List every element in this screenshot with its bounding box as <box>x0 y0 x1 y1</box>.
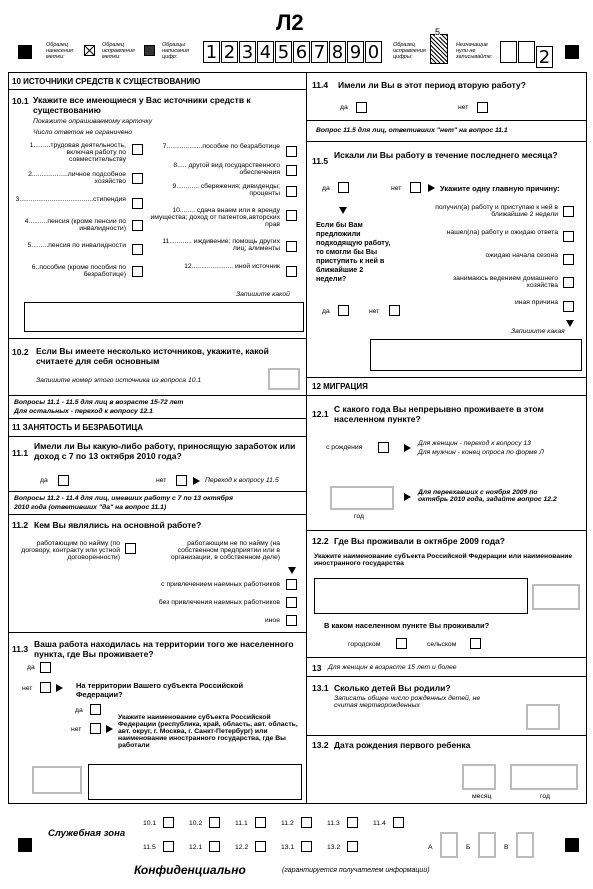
arrow-right-icon <box>193 477 200 485</box>
q11-2-option-employee: работающим по найму (по договору, контракту или устной договоренности) <box>21 540 120 561</box>
arrow-down-icon <box>566 320 574 327</box>
q13-2-year-label: год <box>540 793 550 800</box>
q11-2-option-other: иное <box>264 617 280 624</box>
income-source-label: 9............ сбережения; дивиденды; проценты <box>172 183 280 197</box>
service-code-checkbox[interactable] <box>209 841 220 852</box>
registration-mark-bottom-left <box>18 838 32 852</box>
q11-3-sub-no-label: нет <box>71 726 82 733</box>
registration-mark-top-right <box>565 45 579 59</box>
registration-mark-top-left <box>18 45 32 59</box>
q10-2-answer-cells[interactable] <box>268 368 300 390</box>
digit-cell: 3 <box>239 41 256 63</box>
q12-1-year-label: год <box>354 513 364 520</box>
income-source-checkbox[interactable] <box>132 266 143 277</box>
service-code-label: 13.2 <box>327 844 341 851</box>
q11-3-sub-yes-label: да <box>75 707 83 714</box>
digit-cell-empty <box>500 41 517 63</box>
q11-4-yes-label: да <box>340 104 348 111</box>
other-source-field[interactable] <box>24 302 304 332</box>
q10-2-number: 10.2 <box>12 347 29 357</box>
q13-1-number: 13.1 <box>312 683 329 693</box>
income-source-checkbox[interactable] <box>132 144 143 155</box>
q11-5-number: 11.5 <box>312 156 329 166</box>
q12-1-year-cells[interactable] <box>330 486 394 510</box>
zero-label: Незначащие нули не записывайте: <box>456 42 493 60</box>
q11-2-without-hired-checkbox[interactable] <box>286 597 297 608</box>
service-code-checkbox[interactable] <box>301 817 312 828</box>
sample-digits-label: Образцы написания цифр: <box>162 42 189 60</box>
q13-1-text: Сколько детей Вы родили? <box>334 683 451 693</box>
q11-3-yes-label: да <box>27 664 35 671</box>
section-13-number: 13 <box>312 663 322 673</box>
service-code-label: 11.3 <box>327 820 340 827</box>
service-letter-cell[interactable] <box>478 832 496 858</box>
q11-5-reason-label: ожидаю начала сезона <box>485 252 558 259</box>
q11-3-yes-checkbox[interactable] <box>40 662 51 673</box>
q11-5-reason-checkbox[interactable] <box>563 277 574 288</box>
q11-2-with-hired-checkbox[interactable] <box>286 579 297 590</box>
q11-2-option-self: работающим не по найму (на собственном предприятии или в организации, в собственном деле) <box>170 540 280 561</box>
digit-cell: 2 <box>536 46 553 68</box>
digit-cell: 0 <box>365 41 382 63</box>
digit-cell-empty <box>518 41 535 63</box>
q11-5-sub-no-label: нет <box>369 308 380 315</box>
section-13-note: Для женщин в возрасте 15 лет и более <box>328 664 457 671</box>
service-code-checkbox[interactable] <box>393 817 404 828</box>
q12-1-note-men: Для мужчин - конец опроса по форме Л <box>418 449 544 456</box>
sample-fix-label: Образец исправления метки: <box>102 42 135 60</box>
q11-3-sub-no-checkbox[interactable] <box>90 723 101 734</box>
q11-5-other-field[interactable] <box>370 339 582 371</box>
income-source-checkbox[interactable] <box>286 266 297 277</box>
arrow-down-icon <box>339 207 347 214</box>
q13-2-text: Дата рождения первого ребенка <box>334 740 471 750</box>
cross-icon <box>85 46 94 55</box>
service-code-label: 11.5 <box>143 844 156 851</box>
service-code-label: 11.2 <box>281 820 294 827</box>
service-code-checkbox[interactable] <box>163 817 174 828</box>
q13-1-count-cells[interactable] <box>526 704 560 730</box>
q12-1-since-birth-checkbox[interactable] <box>378 442 389 453</box>
q12-2-number: 12.2 <box>312 536 329 546</box>
q11-1-no-checkbox[interactable] <box>176 475 187 486</box>
service-code-label: 12.2 <box>235 844 249 851</box>
registration-mark-bottom-right <box>565 838 579 852</box>
q10-1-text: Укажите все имеющиеся у Вас источники средств к существованию <box>33 95 251 115</box>
service-letter-label: В <box>504 844 509 851</box>
q11-5-reason-checkbox[interactable] <box>563 301 574 312</box>
q12-1-number: 12.1 <box>312 409 329 419</box>
q11-5-no-checkbox[interactable] <box>410 182 421 193</box>
income-source-checkbox[interactable] <box>132 220 143 231</box>
digit-cell: 5 <box>275 41 292 63</box>
service-code-checkbox[interactable] <box>209 817 220 828</box>
q10-2-note: Запишите номер этого источника из вопроса 10.1 <box>36 377 202 384</box>
q11-5-sub-yes-label: да <box>322 308 330 315</box>
q12-2-region-field[interactable] <box>314 578 528 614</box>
q12-2-rural-label: сельском <box>427 641 457 648</box>
income-source-label: 10........ сдача внаем или в аренду имущества; доход от патентов,авторских прав <box>150 207 280 228</box>
service-letter-cell[interactable] <box>516 832 534 858</box>
service-code-label: 10.1 <box>143 820 157 827</box>
fix-digit-value: 5 <box>435 27 441 37</box>
income-source-label: 4..........пенсия (кроме пенсии по инвалидности) <box>24 218 126 232</box>
q11-2-option-with-hired: с привлечением наемных работников <box>161 581 280 588</box>
sample-digits <box>203 41 383 63</box>
q11-5-reason-checkbox[interactable] <box>563 254 574 265</box>
income-source-checkbox[interactable] <box>286 186 297 197</box>
q10-1-note-unlimited: Число ответов не ограничено <box>33 129 133 136</box>
income-source-label: 8..... другой вид государственного обеспечения <box>173 162 280 176</box>
income-source-label: 7...................пособие по безработице <box>162 143 280 150</box>
q12-2-instruction: Укажите наименование субъекта Российской Федерации или наименование иностранного государства <box>314 553 573 567</box>
q11-1-no-label: нет <box>156 477 167 484</box>
q12-2-rural-checkbox[interactable] <box>470 638 481 649</box>
q12-1-since-birth-label: с рождения <box>326 444 363 451</box>
q11-3-sub-yes-checkbox[interactable] <box>90 704 101 715</box>
income-source-checkbox[interactable] <box>286 241 297 252</box>
confidential-label: Конфиденциально <box>134 863 246 877</box>
income-source-label: 6..пособие (кроме пособия по безработице) <box>31 264 126 278</box>
q11-1-skip: Переход к вопросу 11.5 <box>205 477 279 484</box>
q11-5-reason-label: нашел(ла) работу и ожидаю ответа <box>446 229 558 236</box>
service-code-checkbox[interactable] <box>255 841 266 852</box>
q12-2-code-cells[interactable] <box>532 584 580 610</box>
income-source-checkbox[interactable] <box>132 173 143 184</box>
column-divider <box>306 72 307 804</box>
q11-5-route: Вопрос 11.5 для лиц, ответивших "нет" на вопрос 11.1 <box>316 127 508 134</box>
q11-4-no-checkbox[interactable] <box>477 102 488 113</box>
fix-digit-label: Образец исправления цифры: <box>393 42 426 60</box>
q12-1-text: С какого года Вы непрерывно проживаете в этом населенном пункте? <box>334 404 544 424</box>
service-code-label: 12.1 <box>189 844 203 851</box>
service-code-checkbox[interactable] <box>301 841 312 852</box>
q12-1-year-note: Для переехавших с ноября 2009 по октябрь 2010 года, задайте вопрос 12.2 <box>418 489 557 503</box>
q11-2-employee-checkbox[interactable] <box>125 543 136 554</box>
q11-3-code-cells[interactable] <box>32 766 82 794</box>
income-source-checkbox[interactable] <box>132 198 143 209</box>
service-code-checkbox[interactable] <box>255 817 266 828</box>
form-code: Л2 <box>276 10 304 35</box>
q11-2-text: Кем Вы являлись на основной работе? <box>34 520 202 530</box>
fix-digit-sample <box>430 27 448 64</box>
arrow-right-icon <box>404 444 411 452</box>
q11-3-no-checkbox[interactable] <box>40 682 51 693</box>
sample-fix-box <box>144 45 155 56</box>
q11-5-yes-checkbox[interactable] <box>338 182 349 193</box>
q11-5-reason-title: Укажите одну главную причину: <box>440 184 560 193</box>
income-source-label: 5.........пенсия по инвалидности <box>27 242 126 249</box>
income-source-label: 11............ иждивение; помощь других лиц; алименты <box>162 238 280 252</box>
q11-3-region-field[interactable] <box>88 764 302 800</box>
q11-3-sub: На территории Вашего субъекта Российской Федерации? <box>76 681 244 699</box>
digit-cell: 1 <box>203 41 220 63</box>
digit-cell: 8 <box>329 41 346 63</box>
income-source-label: 12...................... иной источник <box>184 263 280 270</box>
service-code-label: 11.1 <box>235 820 248 827</box>
q11-2-other-checkbox[interactable] <box>286 615 297 626</box>
q13-2-month-label: месяц <box>472 793 492 800</box>
q11-5-sub: Если бы Вам предложили подходящую работу, то смогли бы Вы приступить к ней в ближайшие 2 недели? <box>316 220 391 283</box>
q13-2-year-cells[interactable] <box>510 764 578 790</box>
q11-5-sub-no-checkbox[interactable] <box>389 305 400 316</box>
income-source-checkbox[interactable] <box>132 244 143 255</box>
q11-5-reason-label: получил(а) работу и приступаю к ней в ближайшие 2 недели <box>435 204 558 218</box>
q11-5-yes-label: да <box>322 185 330 192</box>
service-letter-label: Б <box>466 844 471 851</box>
q11-5-sub-yes-checkbox[interactable] <box>338 305 349 316</box>
route-note-12: Для остальных - переход к вопросу 12.1 <box>14 408 153 415</box>
section-11-title: 11 ЗАНЯТОСТЬ И БЕЗРАБОТИЦА <box>12 423 144 432</box>
q12-2-text: Где Вы проживали в октябре 2009 года? <box>334 536 506 546</box>
service-zone-label: Служебная зона <box>48 828 126 839</box>
digit-cell: 9 <box>347 41 364 63</box>
service-code-label: 11.4 <box>373 820 386 827</box>
q11-4-no-label: нет <box>458 104 469 111</box>
income-source-checkbox[interactable] <box>286 146 297 157</box>
q11-2-number: 11.2 <box>12 520 29 530</box>
route-note-11-2b: 2010 года (ответивших "да" на вопрос 11.1) <box>14 504 167 511</box>
q12-2-urban-checkbox[interactable] <box>396 638 407 649</box>
q11-5-reason-label: занимаюсь ведением домашнего хозяйства <box>453 275 558 289</box>
q11-3-number: 11.3 <box>12 644 29 654</box>
sample-mark-label: Образец нанесения метки: <box>46 42 73 60</box>
arrow-down-icon <box>288 567 296 574</box>
q13-2-month-cells[interactable] <box>462 764 496 790</box>
q10-1-number: 10.1 <box>12 96 29 106</box>
q11-5-reason-checkbox[interactable] <box>563 231 574 242</box>
q11-1-text: Имели ли Вы какую-либо работу, приносящую заработок или доход с 7 по 13 октября 2010 года? <box>34 441 296 461</box>
digit-cell: 4 <box>257 41 274 63</box>
write-which-label: Запишите какой <box>236 291 290 298</box>
q11-1-yes-checkbox[interactable] <box>58 475 69 486</box>
income-source-label: 2...................личное подсобное хозяйство <box>28 171 126 185</box>
q11-1-yes-label: да <box>40 477 48 484</box>
q11-4-number: 11.4 <box>312 80 329 90</box>
q11-5-text: Искали ли Вы работу в течение последнего месяца? <box>334 150 558 160</box>
q13-2-number: 13.2 <box>312 740 329 750</box>
q10-2-text: Если Вы имеете несколько источников, укажите, какой считаете для себя основным <box>36 346 269 366</box>
income-source-checkbox[interactable] <box>286 165 297 176</box>
service-letter-cell[interactable] <box>440 832 458 858</box>
service-code-checkbox[interactable] <box>347 817 358 828</box>
q12-2-sub: В каком населенном пункте Вы проживали? <box>324 621 490 630</box>
arrow-right-icon <box>106 725 113 733</box>
income-source-label: 3.......................................стипендия <box>15 196 126 203</box>
q11-5-reason-label: иная причина <box>514 299 558 306</box>
q10-1-note-card: Покажите опрашиваемому карточку <box>33 118 153 125</box>
service-code-label: 13.1 <box>281 844 295 851</box>
income-source-checkbox[interactable] <box>286 210 297 221</box>
service-code-label: 10.2 <box>189 820 203 827</box>
q12-1-note-women: Для женщин - переход к вопросу 13 <box>418 440 531 447</box>
q11-1-number: 11.1 <box>12 448 29 458</box>
digit-cell: 7 <box>311 41 328 63</box>
arrow-right-icon <box>404 493 411 501</box>
income-source-label: 1.........трудовая деятельность, включая работу по совместительству <box>29 142 126 163</box>
digit-cell: 6 <box>293 41 310 63</box>
q11-3-no-label: нет <box>22 685 33 692</box>
route-note-11: Вопросы 11.1 - 11.5 для лиц в возрасте 15-72 лет <box>14 399 184 406</box>
q11-5-no-label: нет <box>391 185 402 192</box>
q11-5-reason-checkbox[interactable] <box>563 206 574 217</box>
q11-5-write-which: Запишите какая <box>511 328 565 335</box>
q12-2-urban-label: городском <box>348 641 381 648</box>
q11-4-text: Имели ли Вы в этот период вторую работу? <box>338 80 526 90</box>
service-letter-label: А <box>428 844 433 851</box>
sample-mark-box <box>84 45 95 56</box>
digit-cell: 2 <box>221 41 238 63</box>
route-note-11-2: Вопросы 11.2 - 11.4 для лиц, имевших работу с 7 по 13 октября <box>14 495 233 502</box>
q11-3-instruction: Укажите наименование субъекта Российской Федерации (республика, край, область, авт. область, авт. округ, г. Москва, г. Санкт-Петербург) или наименование иностранного государства, где Вы работали <box>118 714 298 749</box>
q13-1-note: Записать общее число рожденных детей, не считая мертворожденных <box>334 695 481 709</box>
q11-4-yes-checkbox[interactable] <box>356 102 367 113</box>
q11-3-text: Ваша работа находилась на территории того же населенного пункта, где Вы проживаете? <box>34 639 294 659</box>
section-12-title: 12 МИГРАЦИЯ <box>312 382 368 391</box>
arrow-right-icon <box>56 684 63 692</box>
guarantee-label: (гарантируется получателем информации) <box>282 867 430 874</box>
section-10-title: 10 ИСТОЧНИКИ СРЕДСТВ К СУЩЕСТВОВАНИЮ <box>12 77 201 86</box>
q11-2-option-without-hired: без привлечения наемных работников <box>158 599 280 606</box>
service-code-checkbox[interactable] <box>347 841 358 852</box>
zero-example <box>500 41 554 68</box>
arrow-right-icon <box>428 184 435 192</box>
service-code-checkbox[interactable] <box>163 841 174 852</box>
